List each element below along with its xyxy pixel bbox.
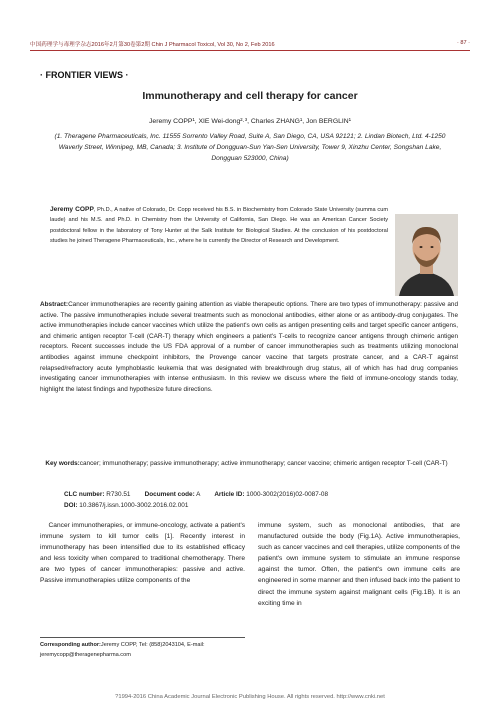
article-id-label: Article ID: xyxy=(214,491,245,498)
abstract xyxy=(40,300,458,395)
author-photo xyxy=(395,214,458,296)
doi-link[interactable]: 10.3867/j.issn.1000-3002.2016.02.001 xyxy=(79,502,189,509)
body-column-right xyxy=(258,520,460,609)
clc-number: R730.51 xyxy=(106,491,131,498)
author-list: Jeremy COPP¹, XIE Wei-dong²·³, Charles ZHANG¹, Jon BERGLIN¹ xyxy=(149,118,351,125)
doc-code-label: Document code: xyxy=(144,491,195,498)
abstract-label: Abstract: xyxy=(40,301,69,308)
page-number: · 87 · xyxy=(456,40,470,46)
author-bio xyxy=(50,205,388,247)
body-column-left xyxy=(40,520,245,587)
body-text-right: immune system, such as monoclonal antibodies, that are manufactured outside the body (Fig.1A). Active immunotherapies, such as cancer vaccines and cell therapies, utilize components of the patient's own immune system to stimulate an immune response against the tumor. Often, the patient's own immune cells are engineered in some manner and then infused back into the patient to direct the immune system against malignant cells (Fig.1B). It is an exciting time in xyxy=(258,522,460,607)
page-footer: ?1994-2016 China Academic Journal Electronic Publishing House. All rights reserved. http://www.cnki.net xyxy=(115,694,385,700)
corresponding-author xyxy=(40,637,245,660)
article-id: 1000-3002(2016)02-0087-08 xyxy=(246,491,329,498)
keywords-text: cancer; immunotherapy; passive immunotherapy; active immunotherapy; cancer vaccine; chimeric antigen receptor T-cell (CAR-T) xyxy=(79,460,448,467)
bio-text: , Ph.D., A native of Colorado, Dr. Copp received his B.S. in Biochemistry from Colorado State University (summa cum laude) and his M.S. and Ph.D. in Chemistry from the University of California, San Diego. He was an American Cancer Society postdoctoral fellow in the laboratory of Tony Hunter at the Salk Institute for Biological Studies. At the conclusion of his postdoctoral studies he joined Theragene Pharmaceuticals, Inc., where he is currently the Director of Research and Development. xyxy=(50,207,388,245)
doc-code: A xyxy=(196,491,201,498)
corr-label: Corresponding author: xyxy=(40,642,101,648)
article-identifiers xyxy=(64,489,328,511)
journal-citation: 中国药理学与毒理学杂志2016年2月第30卷第2期 Chin J Pharmacol Toxicol, Vol 30, No 2, Feb 2016 xyxy=(30,42,275,48)
keywords-label: Key words: xyxy=(45,460,80,467)
corr-text: Jeremy COPP, Tel: (858)2043104, E-mail: jeremycopp@theragenepharma.com xyxy=(40,642,205,658)
section-label: · FRONTIER VIEWS · xyxy=(40,70,129,80)
abstract-text: Cancer immunotherapies are recently gaining attention as viable therapeutic options. There are two types of immunotherapy: passive and active. The passive immunotherapies include several treatments such as monoclonal antibodies, either alone or as antibody-drug conjugates. The active immunotherapies include cancer vaccines which utilize the patient's own cells as antigen presenting cells and target specific cancer antigens, and chimeric antigen receptor T-cell (CAR-T) therapy which engineers a patient's T-cells to recognize cancer antigens through chimeric antigen receptors. Recent successes include the US FDA approval of a number of cancer immunotherapies such as treatments utilizing monoclonal antibodies against immune checkpoint inhibitors, the Provenge cancer vaccine that targets prostrate cancer, and a CAR-T against relapsed/refractory acute lymphoblastic leukemia that was designated with breakthrough drug status, all of which has had drug companies investigating cancer immunotherapies with intense enthusiasm. In this review we discuss where the field of immune-oncology stands today, highlight the latest findings and hypothesize future directions. xyxy=(40,301,458,393)
bio-name: Jeremy COPP xyxy=(50,206,94,213)
keywords xyxy=(40,459,458,470)
running-header xyxy=(30,40,470,51)
article-title: Immunotherapy and cell therapy for cancer xyxy=(142,90,358,102)
doi-label: DOI: xyxy=(64,502,78,509)
clc-label: CLC number: xyxy=(64,491,105,498)
affiliations: (1. Theragene Pharmaceuticals, Inc. 11555 Sorrento Valley Road, Suite A, San Diego, CA, USA 92121; 2. Lindan Biotech, Ltd. 4-1250 Waverly Street, Winnipeg, MB, Canada; 3. Institute of Dongguan-Sun Yan-Sen University, Tower 9, Xinzhu Center, Songshan Lake, Dongguan 523000, China) xyxy=(54,133,446,162)
body-text-left: Cancer immunotherapies, or immune-oncology, activate a patient's immune system to kill tumor cells [1]. Recently interest in immunotherapy has been intensified due to its established efficacy and less toxicity when compared to traditional chemotherapy. There are two types of cancer immunotherapies: passive and active. Passive immunotherapies utilize components of the xyxy=(40,522,246,585)
